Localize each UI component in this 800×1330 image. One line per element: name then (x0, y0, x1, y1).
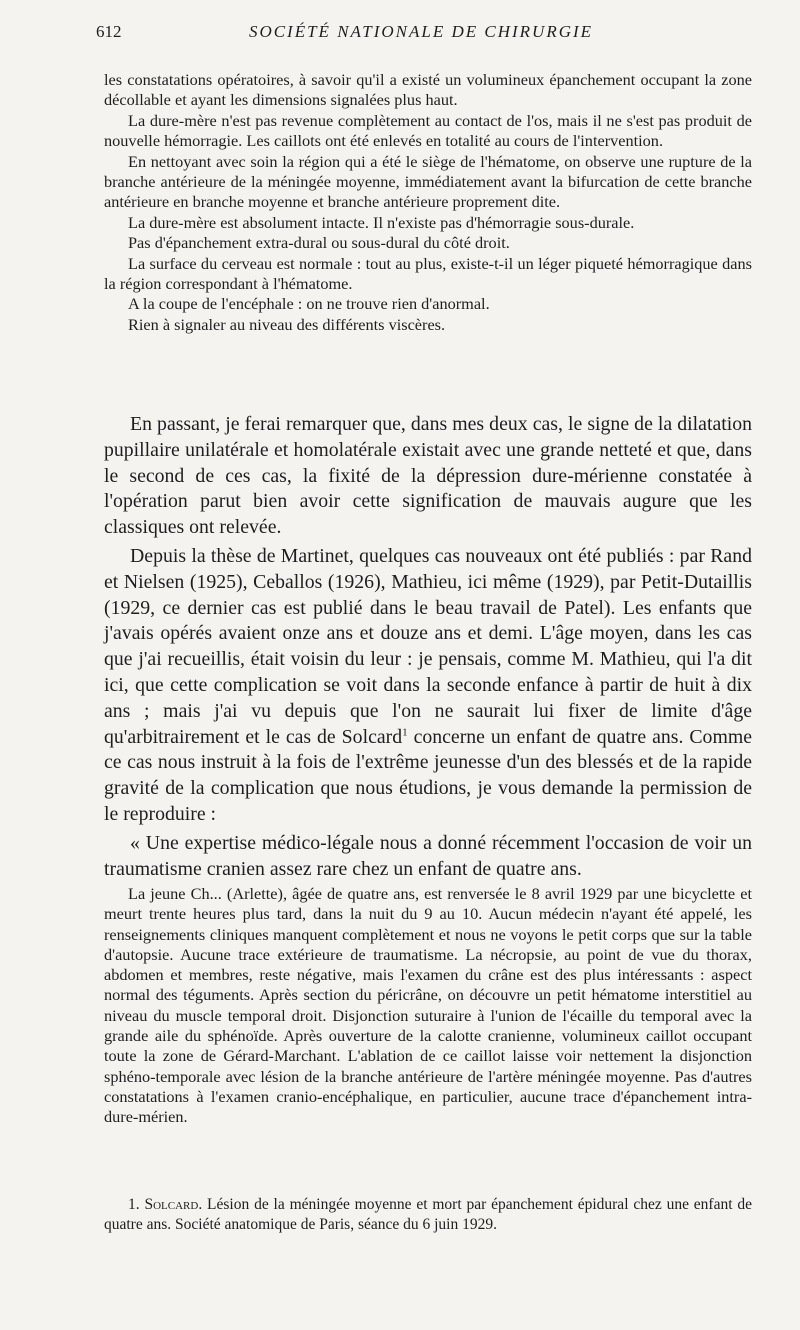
report-paragraph: les constatations opératoires, à savoir qu'il a existé un volumineux épanchement occupant la zone décollable et ayant les dimensions signalées plus haut. (104, 70, 752, 110)
report-paragraph: La dure-mère n'est pas revenue complètement au contact de l'os, mais il ne s'est pas produit de nouvelle hémorragie. Les caillots ont été enlevés en totalité au cours de l'intervention. (104, 110, 752, 151)
discussion-paragraph (104, 544, 752, 828)
footnote-author: Solcard (144, 1196, 199, 1213)
report-paragraph: La dure-mère est absolument intacte. Il n'existe pas d'hémorragie sous-durale. (128, 212, 635, 232)
report-paragraph: En nettoyant avec soin la région qui a été le siège de l'hématome, on observe une rupture de la branche antérieure de la méningée moyenne, immédiatement avant la bifurcation de cette branche antérieure en branche moyenne et branche antérieure proprement dite. (104, 151, 752, 212)
running-head (96, 22, 746, 46)
report-paragraph: Pas d'épanchement extra-dural ou sous-dural du côté droit. (128, 233, 510, 253)
report-paragraph: Rien à signaler au niveau des différents viscères. (128, 314, 446, 334)
footnote-ref: 1 (402, 725, 408, 738)
quote-paragraph: « Une expertise médico-légale nous a donné récemment l'occasion de voir un traumatisme cranien assez rare chez un enfant de quatre ans. (104, 831, 752, 880)
case-report (104, 884, 752, 1128)
discussion-text: Depuis la thèse de Martinet, quelques cas nouveaux ont été publiés : par Rand et Nielsen (1925), Ceballos (1926), Mathieu, ici même (1929), par Petit-Dutaillis (1929, ce dernier cas est publié dans le beau travail de Patel). Les enfants que j'avais opérés avaient onze ans et douze ans et demi. L'âge moyen, dans les cas que j'ai recueillis, était voisin du leur : je pensais, comme M. Mathieu, qui l'a dit ici, que cette complication se voit dans la seconde enfance à partir de huit à dix ans ; mais j'ai vu depuis que l'on ne saurait lui fixer de limite d'âge qu'arbitrairement et le cas de Solcard (104, 544, 752, 748)
footnote-number: 1. (128, 1196, 140, 1213)
operative-report (104, 70, 752, 335)
page-number: 612 (96, 22, 122, 41)
report-paragraph: A la coupe de l'encéphale : on ne trouve rien d'anormal. (128, 294, 490, 314)
case-report-paragraph: La jeune Ch... (Arlette), âgée de quatre ans, est renversée le 8 avril 1929 par une bicyclette et meurt trente heures plus tard, dans la nuit du 9 au 10. Aucun médecin n'ayant été appelé, les renseignements cliniques manquent complètement et nous ne voyons le petit corps que sur la table d'autopsie. Aucune trace extérieure de traumatisme. La nécropsie, au point de vue du thorax, abdomen et membres, reste négative, mais l'examen du crâne est des plus intéressants : aspect normal des téguments. Après section du péricrâne, on découvre un petit hématome interstitiel au niveau du muscle temporal droit. Disjonction suturaire à l'union de l'écaille du temporal avec la grande aile du sphénoïde. Après ouverture de la calotte cranienne, volumineux caillot occupant toute la zone de Gérard-Marchant. L'ablation de ce caillot laisse voir nettement la disjonction sphéno-temporale avec lésion de la branche antérieure de l'artère méningée moyenne. Pas d'autres constatations à l'examen cranio-encéphalique, en particulier, aucune trace d'épanchement intra-dure-mérien. (104, 884, 752, 1127)
discussion-paragraph: En passant, je ferai remarquer que, dans mes deux cas, le signe de la dilatation pupillaire unilatérale et homolatérale existait avec une grande netteté et que, dans le second de ces cas, la fixité de la dépression dure-mérienne constatée à l'opération parut bien avoir cette signification de mauvais augure que les classiques ont relevée. (104, 413, 752, 539)
report-paragraph: La surface du cerveau est normale : tout au plus, existe-t-il un léger piqueté hémorragique dans la région correspondant à l'hématome. (104, 253, 752, 294)
footnote-body: . Lésion de la méningée moyenne et mort par épanchement épidural chez une enfant de quatre ans. Société anatomique de Paris, séance du 6 juin 1929. (104, 1196, 752, 1233)
discussion-text: concerne un enfant de quatre ans. Comme ce cas nous instruit à la fois de l'extrême jeunesse d'un des blessés et de la rapide gravité de la complication que nous étudions, je vous demande la permission de le reproduire : (104, 725, 752, 825)
discussion (104, 412, 752, 882)
footnote (104, 1195, 752, 1234)
journal-title: SOCIÉTÉ NATIONALE DE CHIRURGIE (248, 22, 594, 41)
footnote-text (104, 1195, 752, 1234)
